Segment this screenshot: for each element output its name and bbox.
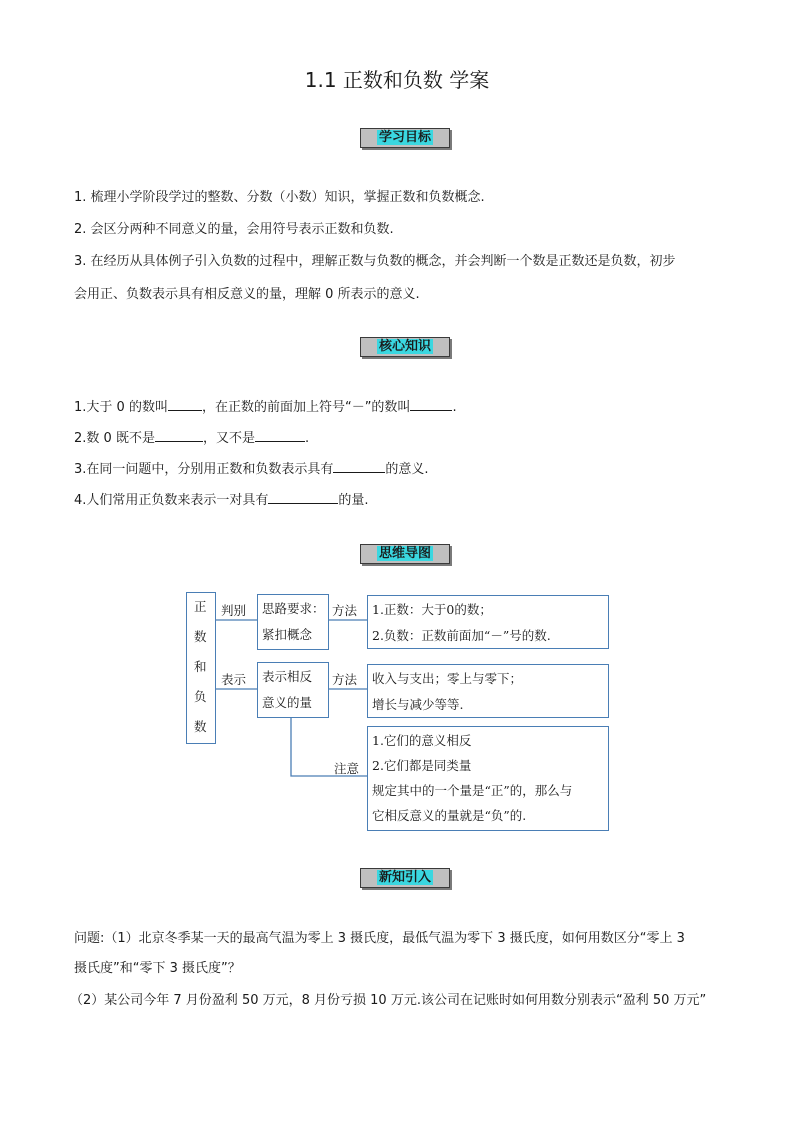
page-title: 1.1 正数和负数 学案 (304, 68, 490, 92)
box-notes-text (372, 728, 572, 828)
section-header-label: 思维导图 (378, 546, 431, 561)
root-char: 负 (194, 689, 207, 704)
section-header-intro (360, 868, 450, 888)
box-definitions-text (372, 597, 551, 649)
core-text: 2.数 0 既不是 (74, 431, 155, 446)
box-line: 收入与支出；零上与零下； (372, 671, 523, 686)
node-line: 思路要求： (262, 601, 325, 616)
root-char: 数 (194, 629, 207, 644)
objective-item-1: 1. 梳理小学阶段学过的整数、分数（小数）知识，掌握正数和负数概念. (74, 190, 485, 205)
edge-label-judge: 判别 (221, 603, 247, 618)
box-line: 它相反意义的量就是“负”的. (372, 808, 527, 823)
box-line: 1.正数：大于0的数； (372, 602, 492, 617)
intro-question-1-cont: 摄氏度”和“零下 3 摄氏度”？ (74, 961, 241, 976)
core-text: . (304, 431, 310, 446)
section-header-label: 新知引入 (378, 870, 431, 885)
objective-item-3-cont: 会用正、负数表示具有相反意义的量，理解 0 所表示的意义. (74, 287, 420, 302)
node-opposite-text (262, 664, 312, 716)
objective-item-2: 2. 会区分两种不同意义的量，会用符号表示正数和负数. (74, 222, 394, 237)
box-line: 增长与减少等等. (372, 697, 464, 712)
node-thinking-text (262, 596, 325, 648)
mindmap-root-label (194, 592, 208, 742)
box-line: 1.它们的意义相反 (372, 733, 472, 748)
core-text: 3.在同一问题中，分别用正数和负数表示具有 (74, 462, 334, 477)
core-text: . (452, 400, 457, 415)
intro-question-1: 问题:（1）北京冬季某一天的最高气温为零上 3 摄氏度，最低气温为零下 3 摄氏度，如何用数区分“零上 3 (74, 931, 685, 946)
root-char: 和 (194, 659, 207, 674)
root-char: 数 (194, 719, 207, 734)
box-line: 2.它们都是同类量 (372, 758, 472, 773)
node-line: 紧扣概念 (262, 627, 313, 642)
core-text: ，在正数的前面加上符号“－”的数叫 (201, 400, 411, 415)
box-line: 2.负数：正数前面加“－”号的数. (372, 628, 551, 643)
core-text: 的量. (338, 493, 369, 508)
root-char: 正 (194, 599, 207, 614)
edge-label-method-2: 方法 (332, 672, 358, 687)
box-examples-text (372, 666, 522, 718)
objective-item-3: 3. 在经历从具体例子引入负数的过程中，理解正数与负数的概念，并会判断一个数是正数还是负数，初步 (74, 254, 676, 269)
core-text: 1.大于 0 的数叫 (74, 400, 168, 415)
core-text: ，又不是 (202, 431, 255, 446)
section-header-label: 学习目标 (378, 130, 431, 145)
section-header-label: 核心知识 (378, 339, 431, 354)
edge-label-note: 注意 (334, 761, 360, 776)
edge-label-represent: 表示 (221, 672, 247, 687)
core-text: 4.人们常用正负数来表示一对具有 (74, 493, 269, 508)
core-text: 的意义. (385, 462, 429, 477)
node-line: 表示相反 (262, 669, 313, 684)
node-line: 意义的量 (262, 695, 313, 710)
edge-label-method-1: 方法 (332, 603, 358, 618)
box-line: 规定其中的一个量是“正”的，那么与 (372, 783, 573, 798)
intro-question-2: （2）某公司今年 7 月份盈利 50 万元，8 月份亏损 10 万元.该公司在记账时如何用数分别表示“盈利 50 万元” (70, 993, 707, 1008)
